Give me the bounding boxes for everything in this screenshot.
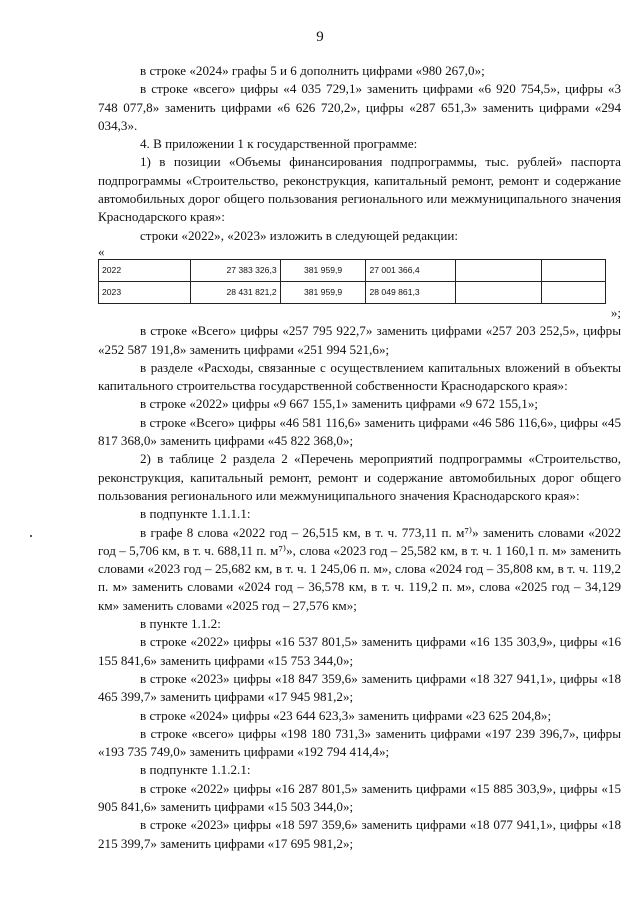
paragraph: в строке «2022» цифры «16 537 801,5» заменить цифрами «16 135 303,9», цифры «16 155 841,6» заменить цифрами «15 753 344,0»; <box>98 634 621 668</box>
page-number: 9 <box>316 29 324 45</box>
paragraph: строки «2022», «2023» изложить в следующей редакции: <box>140 227 459 243</box>
paragraph: в подпункте 1.1.2.1: <box>140 762 251 778</box>
paragraph: в строке «2024» графы 5 и 6 дополнить цифрами «980 267,0»; <box>140 63 485 78</box>
table-cell <box>542 281 606 303</box>
paragraph: в подпункте 1.1.1.1: <box>140 506 251 522</box>
table-cell: 27 001 366,4 <box>366 259 456 281</box>
table-cell <box>542 259 606 281</box>
table-row <box>99 259 606 281</box>
scan-speck <box>30 535 32 537</box>
paragraph: в строке «Всего» цифры «257 795 922,7» заменить цифрами «257 203 252,5», цифры «252 587 191,8» заменить цифрами «251 994 521,6»; <box>98 323 621 357</box>
table-cell: 381 959,9 <box>280 259 366 281</box>
table-row <box>99 281 606 303</box>
table-cell <box>456 281 542 303</box>
paragraph: 2) в таблице 2 раздела 2 «Перечень мероприятий подпрограммы «Строительство, реконструкция, капитальный ремонт, ремонт и содержание автомобильных дорог общего пользования регионального или межмуниципального значения Краснодарского края»: <box>98 451 621 503</box>
paragraph: в строке «всего» цифры «4 035 729,1» заменить цифрами «6 920 754,5», цифры «3 748 077,8» заменить цифрами «6 626 720,2», цифры «287 651,3» заменить цифрами «294 034,3». <box>98 81 621 133</box>
paragraph: в строке «2024» цифры «23 644 623,3» заменить цифрами «23 625 204,8»; <box>140 707 552 723</box>
paragraph: в строке «2022» цифры «16 287 801,5» заменить цифрами «15 885 303,9», цифры «15 905 841,6» заменить цифрами «15 503 344,0»; <box>98 780 621 814</box>
paragraph: в графе 8 слова «2022 год – 26,515 км, в т. ч. 773,11 п. м⁷⁾» заменить словами «2022 год – 5,706 км, в т. ч. 688,11 п. м⁷⁾», слова «2023 год – 25,582 км, в т. ч. 1 160,1 п. м» заменить словами «2023 год – 25,682 км, в т. ч. 1 245,06 п. м», слова «2024 год – 35,808 км, в т. ч. 119,2 п. м» заменить словами «2024 год – 36,578 км, в т. ч. 119,2 п. м», слова «2025 год – 34,129 км» заменить словами «2025 год – 27,576 км»; <box>98 524 621 613</box>
paragraph: в строке «2022» цифры «9 667 155,1» заменить цифрами «9 672 155,1»; <box>140 396 539 412</box>
table-cell: 381 959,9 <box>280 281 366 303</box>
table-cell <box>456 259 542 281</box>
closing-quote: »; <box>610 304 621 320</box>
opening-quote: « <box>98 243 105 259</box>
table-cell: 28 049 861,3 <box>366 281 456 303</box>
paragraph: 1) в позиции «Объемы финансирования подпрограммы, тыс. рублей» паспорта подпрограммы «Строительство, реконструкция, капитальный ремонт, ремонт и содержание автомобильных дорог общего пользования регионального или межмуниципального значения Краснодарского края»: <box>98 154 621 225</box>
paragraph: в строке «2023» цифры «18 847 359,6» заменить цифрами «18 327 941,1», цифры «18 465 399,7» заменить цифрами «17 945 981,2»; <box>98 670 621 705</box>
paragraph: в строке «Всего» цифры «46 581 116,6» заменить цифрами «46 586 116,6», цифры «45 817 368,0» заменить цифрами «45 822 368,0»; <box>98 414 621 449</box>
paragraph: в строке «2023» цифры «18 597 359,6» заменить цифрами «18 077 941,1», цифры «18 215 399,7» заменить цифрами «17 695 981,2»; <box>98 817 621 851</box>
document-body <box>98 62 621 853</box>
table-cell: 28 431 821,2 <box>190 281 280 303</box>
paragraph: в разделе «Расходы, связанные с осуществлением капитальных вложений в объекты капитального строительства государственной собственности Краснодарского края»: <box>98 359 621 394</box>
table-cell: 2023 <box>99 281 191 303</box>
table-cell: 27 383 326,3 <box>190 259 280 281</box>
paragraph: в пункте 1.1.2: <box>140 616 221 632</box>
financing-table <box>98 259 606 304</box>
table-cell: 2022 <box>99 259 191 281</box>
paragraph: 4. В приложении 1 к государственной программе: <box>140 136 418 152</box>
paragraph: в строке «всего» цифры «198 180 731,3» заменить цифрами «197 239 396,7», цифры «193 735 749,0» заменить цифрами «192 794 414,4»; <box>98 725 621 760</box>
